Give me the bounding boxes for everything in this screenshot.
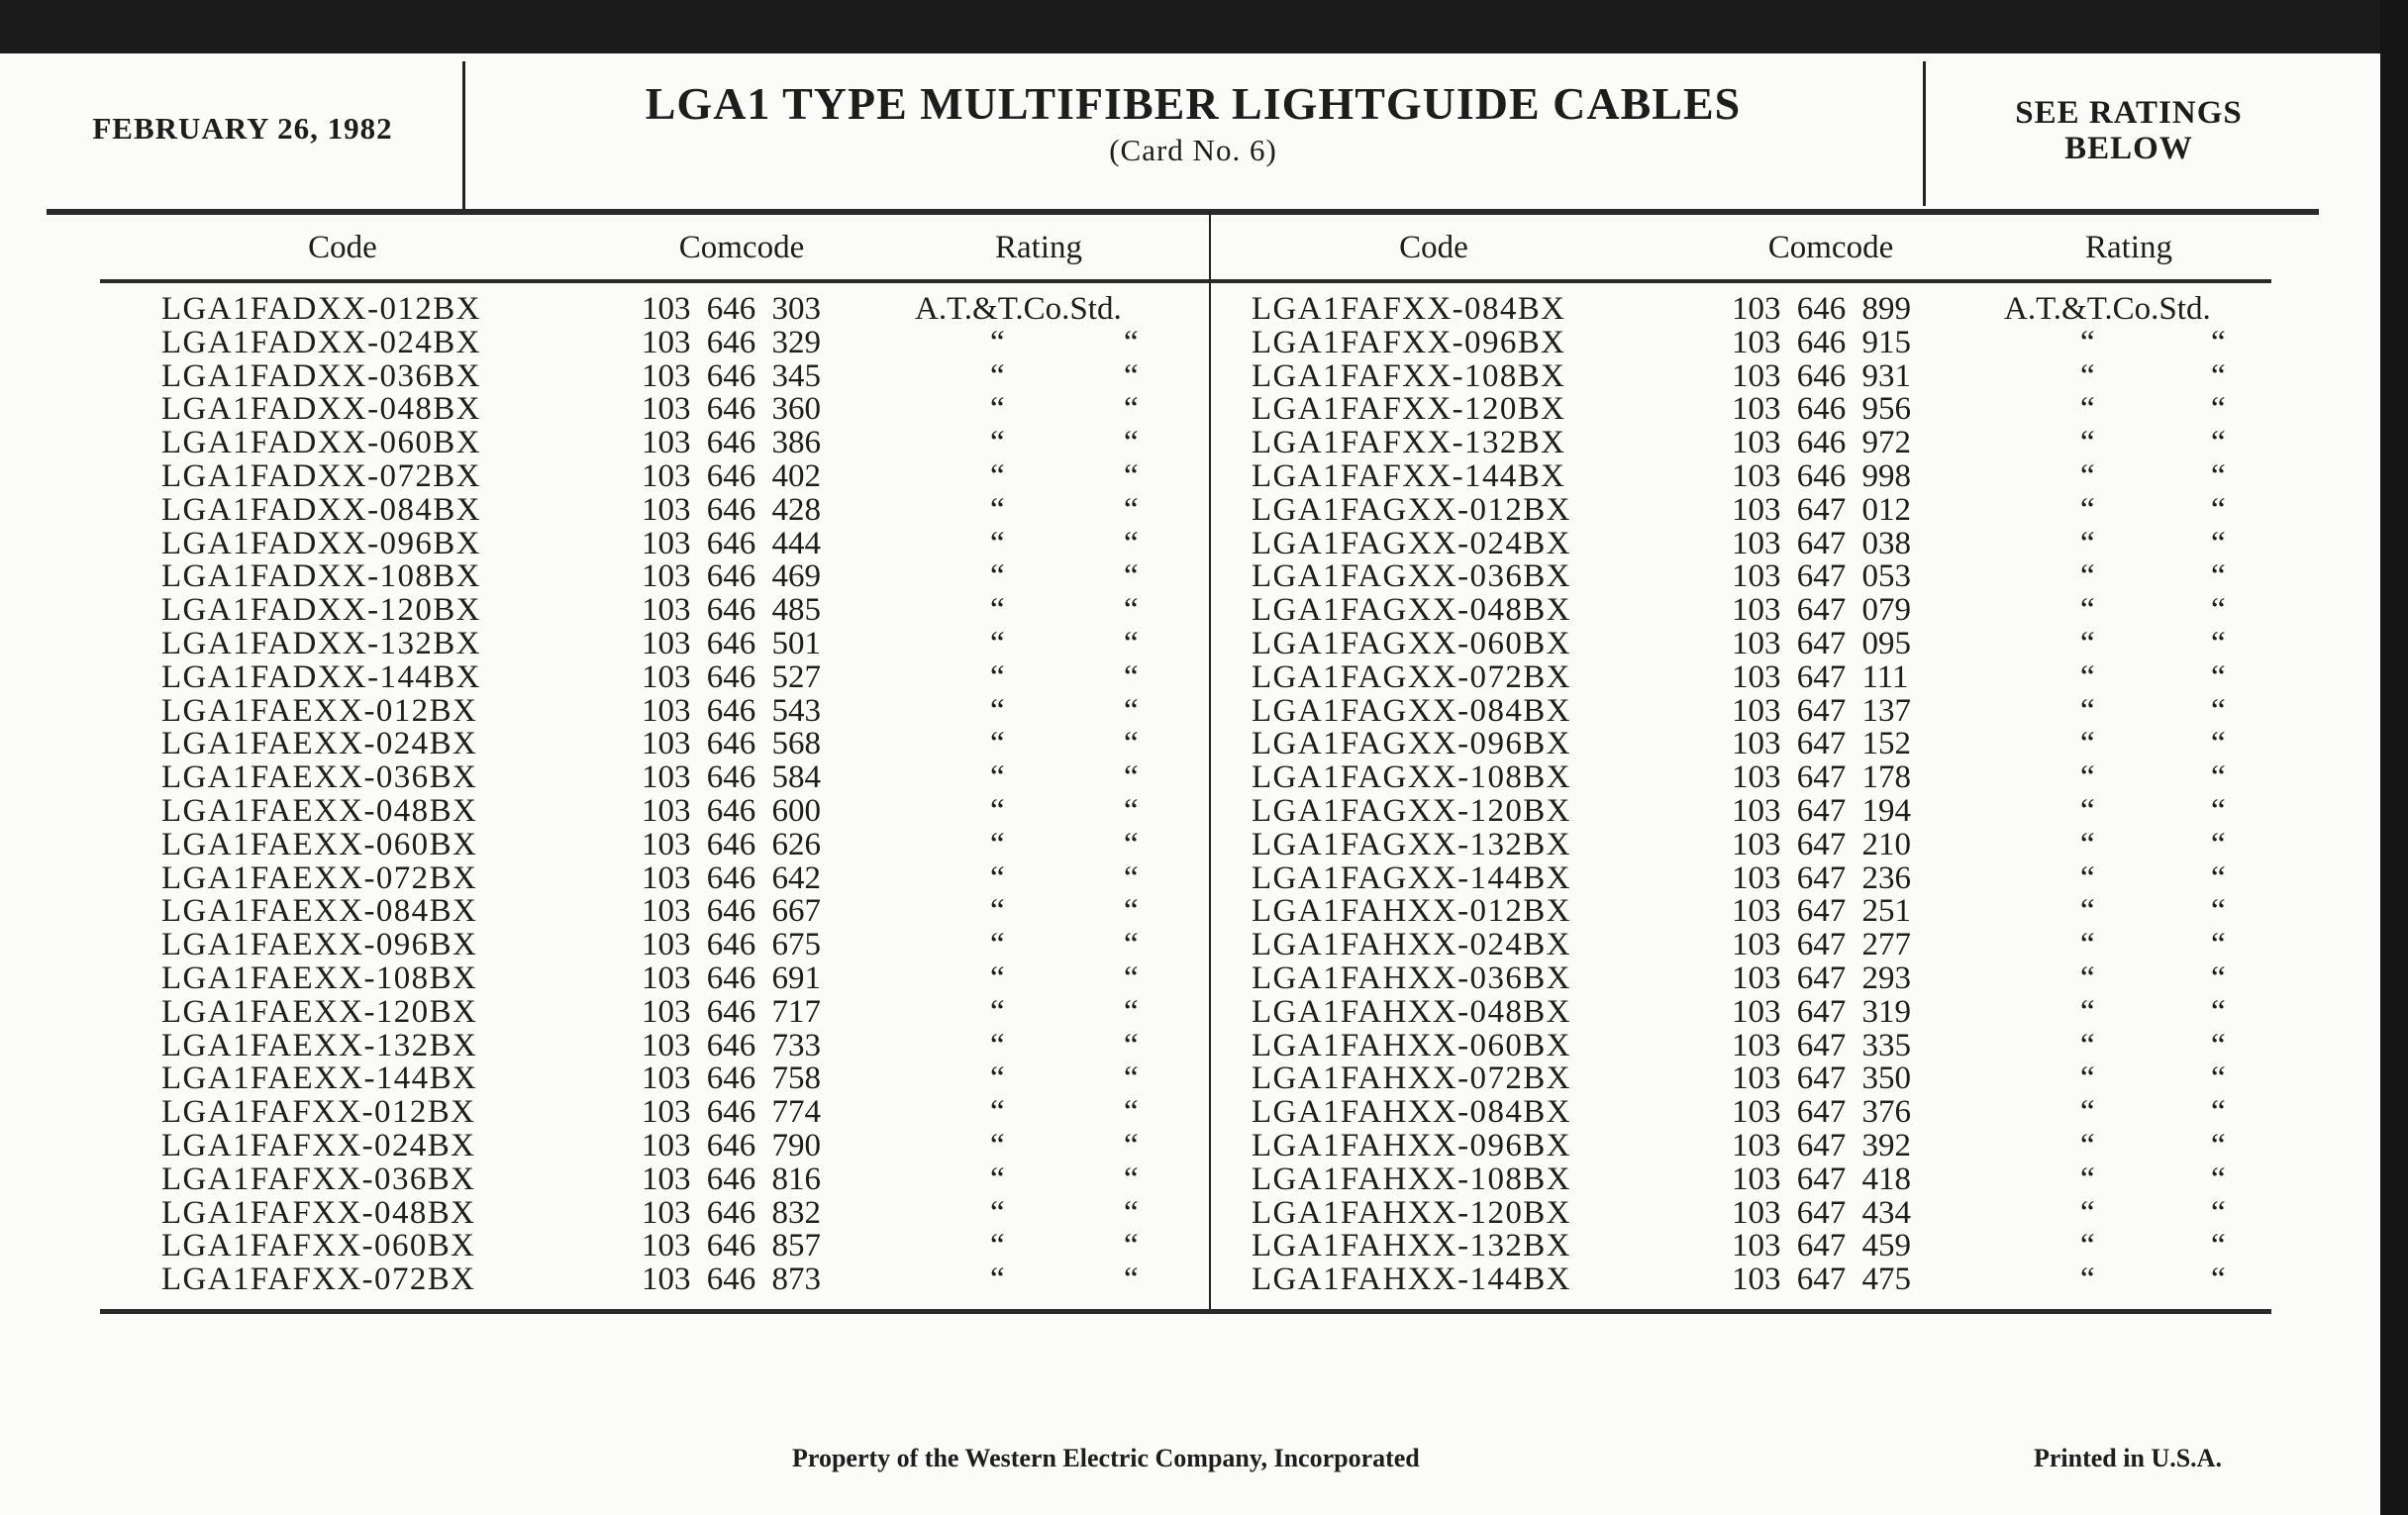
- rating-ditto-mark: “: [1124, 1228, 1139, 1264]
- rating-ditto-mark: “: [2080, 626, 2095, 661]
- rating-ditto-mark: “: [990, 558, 1005, 595]
- comcode: 103 647 095: [1732, 626, 1911, 661]
- comcode: 103 646 998: [1732, 458, 1911, 494]
- rating-ditto-mark: “: [2211, 357, 2226, 394]
- rating-ditto-mark: “: [2211, 960, 2226, 996]
- rating-ditto-mark: “: [1124, 357, 1139, 394]
- cable-code: LGA1FAEXX-108BX: [161, 960, 478, 996]
- ratings-note-line2: BELOW: [2064, 131, 2193, 166]
- rating-ditto-mark: “: [2080, 927, 2095, 963]
- comcode: 103 646 691: [642, 960, 821, 996]
- comcode: 103 647 475: [1732, 1262, 1911, 1298]
- comcode: 103 646 527: [642, 658, 821, 695]
- cable-code: LGA1FAFXX-084BX: [1252, 291, 1566, 327]
- cable-code: LGA1FAFXX-144BX: [1252, 458, 1566, 494]
- table-center-divider: [1209, 212, 1211, 1311]
- cable-code: LGA1FADXX-096BX: [161, 525, 481, 561]
- rating-ditto-mark: “: [990, 960, 1005, 996]
- cable-code: LGA1FAHXX-144BX: [1252, 1262, 1571, 1298]
- comcode: 103 646 584: [642, 759, 821, 796]
- rating-ditto-mark: “: [2080, 425, 2095, 461]
- cable-code: LGA1FAFXX-132BX: [1252, 425, 1566, 461]
- rating-ditto-mark: “: [1124, 491, 1139, 528]
- rating-ditto-mark: “: [2080, 759, 2095, 796]
- header-divider-right: [1923, 61, 1926, 206]
- rating-ditto-mark: “: [1124, 1094, 1139, 1131]
- rating-ditto-mark: “: [2080, 993, 2095, 1030]
- comcode: 103 647 251: [1732, 893, 1911, 930]
- rating-ditto-mark: “: [2211, 1228, 2226, 1264]
- rating-ditto-mark: “: [990, 1027, 1005, 1063]
- rating-ditto-mark: “: [2211, 458, 2226, 494]
- cable-code: LGA1FAFXX-048BX: [161, 1194, 476, 1231]
- comcode: 103 646 956: [1732, 391, 1911, 428]
- rating-ditto-mark: “: [990, 626, 1005, 661]
- rating-ditto-mark: “: [2211, 491, 2226, 528]
- header-rule: [47, 209, 2319, 215]
- rating-ditto-mark: “: [990, 826, 1005, 862]
- rating-ditto-mark: “: [2080, 1161, 2095, 1197]
- comcode: 103 646 790: [642, 1128, 821, 1163]
- cable-code: LGA1FAHXX-048BX: [1252, 993, 1571, 1030]
- rating-ditto-mark: “: [990, 1128, 1005, 1163]
- rating-ditto-mark: “: [2211, 692, 2226, 729]
- rating-ditto-mark: “: [2080, 491, 2095, 528]
- rating-ditto-mark: “: [1124, 793, 1139, 829]
- cable-code: LGA1FADXX-132BX: [161, 626, 481, 661]
- rating-ditto-mark: “: [990, 391, 1005, 428]
- cable-code: LGA1FAEXX-048BX: [161, 793, 478, 829]
- comcode: 103 647 111: [1732, 658, 1909, 695]
- comcode: 103 646 733: [642, 1027, 821, 1063]
- rating-ditto-mark: “: [2211, 793, 2226, 829]
- comcode: 103 646 469: [642, 558, 821, 595]
- rating-ditto-mark: “: [2211, 1161, 2226, 1197]
- cable-code: LGA1FADXX-084BX: [161, 491, 481, 528]
- rating-ditto-mark: “: [990, 425, 1005, 461]
- comcode: 103 646 303: [642, 291, 821, 327]
- comcode: 103 646 386: [642, 425, 821, 461]
- rating-ditto-mark: “: [2211, 558, 2226, 595]
- comcode: 103 647 293: [1732, 960, 1911, 996]
- comcode: 103 646 626: [642, 826, 821, 862]
- rating-ditto-mark: “: [990, 793, 1005, 829]
- rating-ditto-mark: “: [2080, 324, 2095, 360]
- left-col-header-code: Code: [308, 230, 377, 265]
- cable-code: LGA1FAHXX-012BX: [1252, 893, 1571, 930]
- cable-code: LGA1FAHXX-108BX: [1252, 1161, 1571, 1197]
- cable-code: LGA1FAEXX-024BX: [161, 726, 478, 762]
- comcode: 103 646 873: [642, 1262, 821, 1298]
- rating-ditto-mark: “: [2080, 859, 2095, 896]
- rating-ditto-mark: “: [990, 525, 1005, 561]
- comcode: 103 647 418: [1732, 1161, 1911, 1197]
- rating-ditto-mark: “: [990, 1094, 1005, 1131]
- comcode: 103 647 194: [1732, 793, 1911, 829]
- rating-ditto-mark: “: [2211, 759, 2226, 796]
- rating-ditto-mark: “: [1124, 658, 1139, 695]
- column-header-rule: [100, 279, 2271, 283]
- comcode: 103 646 931: [1732, 357, 1911, 394]
- rating-ditto-mark: “: [1124, 592, 1139, 629]
- cable-code: LGA1FAGXX-108BX: [1252, 759, 1571, 796]
- rating-ditto-mark: “: [1124, 1027, 1139, 1063]
- rating-ditto-mark: “: [2080, 1262, 2095, 1298]
- rating-ditto-mark: “: [2080, 1194, 2095, 1231]
- rating-ditto-mark: “: [1124, 826, 1139, 862]
- cable-code: LGA1FAFXX-060BX: [161, 1228, 476, 1264]
- rating-ditto-mark: “: [2211, 893, 2226, 930]
- cable-code: LGA1FAHXX-036BX: [1252, 960, 1571, 996]
- cable-code: LGA1FAFXX-072BX: [161, 1262, 476, 1298]
- comcode: 103 646 857: [642, 1228, 821, 1264]
- comcode: 103 647 350: [1732, 1060, 1911, 1097]
- rating-ditto-mark: “: [1124, 1060, 1139, 1097]
- cable-code: LGA1FAHXX-096BX: [1252, 1128, 1571, 1163]
- comcode: 103 646 832: [642, 1194, 821, 1231]
- rating-ditto-mark: “: [1124, 759, 1139, 796]
- cable-code: LGA1FADXX-072BX: [161, 458, 481, 494]
- rating-ditto-mark: “: [2080, 960, 2095, 996]
- rating-ditto-mark: “: [990, 893, 1005, 930]
- rating-ditto-mark: “: [2080, 558, 2095, 595]
- rating-ditto-mark: “: [1124, 626, 1139, 661]
- rating-ditto-mark: “: [1124, 525, 1139, 561]
- right-col-header-comcode: Comcode: [1767, 230, 1894, 265]
- rating-ditto-mark: “: [990, 859, 1005, 896]
- rating-ditto-mark: “: [2080, 357, 2095, 394]
- rating-ditto-mark: “: [2080, 658, 2095, 695]
- ratings-note: [1931, 95, 2327, 166]
- rating-ditto-mark: “: [2211, 525, 2226, 561]
- rating-ditto-mark: “: [2080, 525, 2095, 561]
- rating-ditto-mark: “: [990, 592, 1005, 629]
- rating-ditto-mark: “: [2211, 391, 2226, 428]
- rating-ditto-mark: “: [2080, 592, 2095, 629]
- rating-ditto-mark: “: [1124, 726, 1139, 762]
- cable-code: LGA1FAEXX-144BX: [161, 1060, 478, 1097]
- cable-code: LGA1FAFXX-120BX: [1252, 391, 1566, 428]
- left-col-header-rating: Rating: [995, 230, 1082, 265]
- rating-ditto-mark: “: [990, 927, 1005, 963]
- cable-code: LGA1FAGXX-132BX: [1252, 826, 1571, 862]
- cable-code: LGA1FAHXX-120BX: [1252, 1194, 1571, 1231]
- comcode: 103 647 152: [1732, 726, 1911, 762]
- cable-code: LGA1FADXX-108BX: [161, 558, 481, 595]
- rating-ditto-mark: “: [1124, 960, 1139, 996]
- comcode: 103 647 038: [1732, 525, 1911, 561]
- cable-code: LGA1FAGXX-072BX: [1252, 658, 1571, 695]
- comcode: 103 647 178: [1732, 759, 1911, 796]
- cable-code: LGA1FAGXX-012BX: [1252, 491, 1571, 528]
- comcode: 103 647 376: [1732, 1094, 1911, 1131]
- cable-code: LGA1FAGXX-048BX: [1252, 592, 1571, 629]
- comcode: 103 646 428: [642, 491, 821, 528]
- rating-ditto-mark: “: [2080, 793, 2095, 829]
- comcode: 103 646 444: [642, 525, 821, 561]
- comcode: 103 646 899: [1732, 291, 1911, 327]
- rating-ditto-mark: “: [2211, 859, 2226, 896]
- ratings-note-line1: SEE RATINGS: [2015, 95, 2243, 131]
- cable-code: LGA1FAEXX-132BX: [161, 1027, 478, 1063]
- rating-ditto-mark: “: [1124, 893, 1139, 930]
- comcode: 103 646 501: [642, 626, 821, 661]
- rating-ditto-mark: “: [2211, 626, 2226, 661]
- comcode: 103 646 972: [1732, 425, 1911, 461]
- rating: A.T.&T.Co.Std.: [915, 291, 1122, 327]
- rating-ditto-mark: “: [2080, 692, 2095, 729]
- cable-code: LGA1FAEXX-036BX: [161, 759, 478, 796]
- left-col-header-comcode: Comcode: [678, 230, 805, 265]
- rating-ditto-mark: “: [2211, 1194, 2226, 1231]
- cable-code: LGA1FAGXX-036BX: [1252, 558, 1571, 595]
- rating-ditto-mark: “: [2211, 1262, 2226, 1298]
- cable-code: LGA1FADXX-120BX: [161, 592, 481, 629]
- cable-code: LGA1FAGXX-144BX: [1252, 859, 1571, 896]
- comcode: 103 647 434: [1732, 1194, 1911, 1231]
- rating-ditto-mark: “: [2211, 726, 2226, 762]
- comcode: 103 646 360: [642, 391, 821, 428]
- rating-ditto-mark: “: [990, 692, 1005, 729]
- comcode: 103 646 543: [642, 692, 821, 729]
- rating-ditto-mark: “: [2080, 826, 2095, 862]
- comcode: 103 646 568: [642, 726, 821, 762]
- comcode: 103 647 392: [1732, 1128, 1911, 1163]
- comcode: 103 647 335: [1732, 1027, 1911, 1063]
- rating-ditto-mark: “: [2211, 927, 2226, 963]
- comcode: 103 647 137: [1732, 692, 1911, 729]
- cable-code: LGA1FAEXX-012BX: [161, 692, 478, 729]
- rating-ditto-mark: “: [990, 726, 1005, 762]
- rating-ditto-mark: “: [1124, 927, 1139, 963]
- rating-ditto-mark: “: [2080, 1027, 2095, 1063]
- rating-ditto-mark: “: [1124, 391, 1139, 428]
- cable-code: LGA1FADXX-048BX: [161, 391, 481, 428]
- rating-ditto-mark: “: [990, 458, 1005, 494]
- comcode: 103 647 236: [1732, 859, 1911, 896]
- rating-ditto-mark: “: [2080, 391, 2095, 428]
- rating-ditto-mark: “: [2211, 1060, 2226, 1097]
- cable-code: LGA1FAEXX-096BX: [161, 927, 478, 963]
- cable-code: LGA1FAEXX-120BX: [161, 993, 478, 1030]
- comcode: 103 647 210: [1732, 826, 1911, 862]
- cable-code: LGA1FAGXX-120BX: [1252, 793, 1571, 829]
- rating-ditto-mark: “: [1124, 1128, 1139, 1163]
- rating-ditto-mark: “: [990, 491, 1005, 528]
- comcode: 103 647 079: [1732, 592, 1911, 629]
- cable-code: LGA1FAEXX-084BX: [161, 893, 478, 930]
- comcode: 103 646 329: [642, 324, 821, 360]
- cable-code: LGA1FADXX-024BX: [161, 324, 481, 360]
- comcode: 103 647 012: [1732, 491, 1911, 528]
- rating-ditto-mark: “: [990, 324, 1005, 360]
- rating-ditto-mark: “: [2211, 1094, 2226, 1131]
- rating-ditto-mark: “: [2080, 1128, 2095, 1163]
- scan-top-border: [0, 0, 2408, 53]
- comcode: 103 646 774: [642, 1094, 821, 1131]
- table-bottom-rule: [100, 1309, 2271, 1314]
- comcode: 103 646 758: [642, 1060, 821, 1097]
- comcode: 103 646 717: [642, 993, 821, 1030]
- comcode: 103 646 485: [642, 592, 821, 629]
- cable-code: LGA1FAFXX-024BX: [161, 1128, 476, 1163]
- cable-code: LGA1FAGXX-024BX: [1252, 525, 1571, 561]
- rating-ditto-mark: “: [2080, 1228, 2095, 1264]
- rating-ditto-mark: “: [990, 1228, 1005, 1264]
- cable-code: LGA1FADXX-144BX: [161, 658, 481, 695]
- rating-ditto-mark: “: [990, 1060, 1005, 1097]
- cable-code: LGA1FAFXX-096BX: [1252, 324, 1566, 360]
- rating-ditto-mark: “: [2080, 893, 2095, 930]
- comcode: 103 647 319: [1732, 993, 1911, 1030]
- scan-right-border: [2380, 0, 2408, 1515]
- rating-ditto-mark: “: [1124, 324, 1139, 360]
- right-col-header-rating: Rating: [2085, 230, 2172, 265]
- rating-ditto-mark: “: [990, 357, 1005, 394]
- rating: A.T.&T.Co.Std.: [2004, 291, 2211, 327]
- comcode: 103 646 675: [642, 927, 821, 963]
- cable-code: LGA1FAHXX-072BX: [1252, 1060, 1571, 1097]
- rating-ditto-mark: “: [2211, 1027, 2226, 1063]
- rating-ditto-mark: “: [2211, 1128, 2226, 1163]
- cable-code: LGA1FAHXX-084BX: [1252, 1094, 1571, 1131]
- rating-ditto-mark: “: [2211, 592, 2226, 629]
- comcode: 103 646 915: [1732, 324, 1911, 360]
- comcode: 103 647 459: [1732, 1228, 1911, 1264]
- comcode: 103 647 277: [1732, 927, 1911, 963]
- cable-code: LGA1FAHXX-132BX: [1252, 1228, 1571, 1264]
- rating-ditto-mark: “: [2080, 1094, 2095, 1131]
- rating-ditto-mark: “: [2080, 458, 2095, 494]
- rating-ditto-mark: “: [1124, 692, 1139, 729]
- rating-ditto-mark: “: [1124, 1262, 1139, 1298]
- rating-ditto-mark: “: [2211, 826, 2226, 862]
- cable-code: LGA1FAHXX-060BX: [1252, 1027, 1571, 1063]
- comcode: 103 646 816: [642, 1161, 821, 1197]
- rating-ditto-mark: “: [990, 1161, 1005, 1197]
- card-date: FEBRUARY 26, 1982: [92, 111, 393, 146]
- footer-printed: Printed in U.S.A.: [2034, 1444, 2222, 1472]
- rating-ditto-mark: “: [2211, 425, 2226, 461]
- rating-ditto-mark: “: [1124, 558, 1139, 595]
- comcode: 103 646 402: [642, 458, 821, 494]
- cable-code: LGA1FAEXX-072BX: [161, 859, 478, 896]
- rating-ditto-mark: “: [2211, 993, 2226, 1030]
- comcode: 103 646 345: [642, 357, 821, 394]
- cable-code: LGA1FAFXX-012BX: [161, 1094, 476, 1131]
- rating-ditto-mark: “: [2080, 1060, 2095, 1097]
- cable-code: LGA1FADXX-036BX: [161, 357, 481, 394]
- cable-code: LGA1FAGXX-084BX: [1252, 692, 1571, 729]
- rating-ditto-mark: “: [1124, 425, 1139, 461]
- comcode: 103 647 053: [1732, 558, 1911, 595]
- rating-ditto-mark: “: [1124, 859, 1139, 896]
- comcode: 103 646 667: [642, 893, 821, 930]
- rating-ditto-mark: “: [990, 993, 1005, 1030]
- rating-ditto-mark: “: [2211, 324, 2226, 360]
- rating-ditto-mark: “: [990, 1194, 1005, 1231]
- card-title: LGA1 TYPE MULTIFIBER LIGHTGUIDE CABLES: [645, 78, 1742, 129]
- rating-ditto-mark: “: [990, 658, 1005, 695]
- rating-ditto-mark: “: [1124, 1161, 1139, 1197]
- cable-code: LGA1FAFXX-036BX: [161, 1161, 476, 1197]
- rating-ditto-mark: “: [1124, 458, 1139, 494]
- footer-property: Property of the Western Electric Company, Incorporated: [792, 1444, 1420, 1472]
- rating-ditto-mark: “: [990, 1262, 1005, 1298]
- cable-code: LGA1FAGXX-060BX: [1252, 626, 1571, 661]
- rating-ditto-mark: “: [990, 759, 1005, 796]
- card-number: (Card No. 6): [1109, 133, 1277, 167]
- cable-code: LGA1FAGXX-096BX: [1252, 726, 1571, 762]
- rating-ditto-mark: “: [2080, 726, 2095, 762]
- cable-code: LGA1FAFXX-108BX: [1252, 357, 1566, 394]
- comcode: 103 646 600: [642, 793, 821, 829]
- rating-ditto-mark: “: [1124, 1194, 1139, 1231]
- rating-ditto-mark: “: [2211, 658, 2226, 695]
- rating-ditto-mark: “: [1124, 993, 1139, 1030]
- cable-code: LGA1FAHXX-024BX: [1252, 927, 1571, 963]
- cable-code: LGA1FADXX-012BX: [161, 291, 481, 327]
- cable-code: LGA1FADXX-060BX: [161, 425, 481, 461]
- right-col-header-code: Code: [1399, 230, 1468, 265]
- comcode: 103 646 642: [642, 859, 821, 896]
- cable-code: LGA1FAEXX-060BX: [161, 826, 478, 862]
